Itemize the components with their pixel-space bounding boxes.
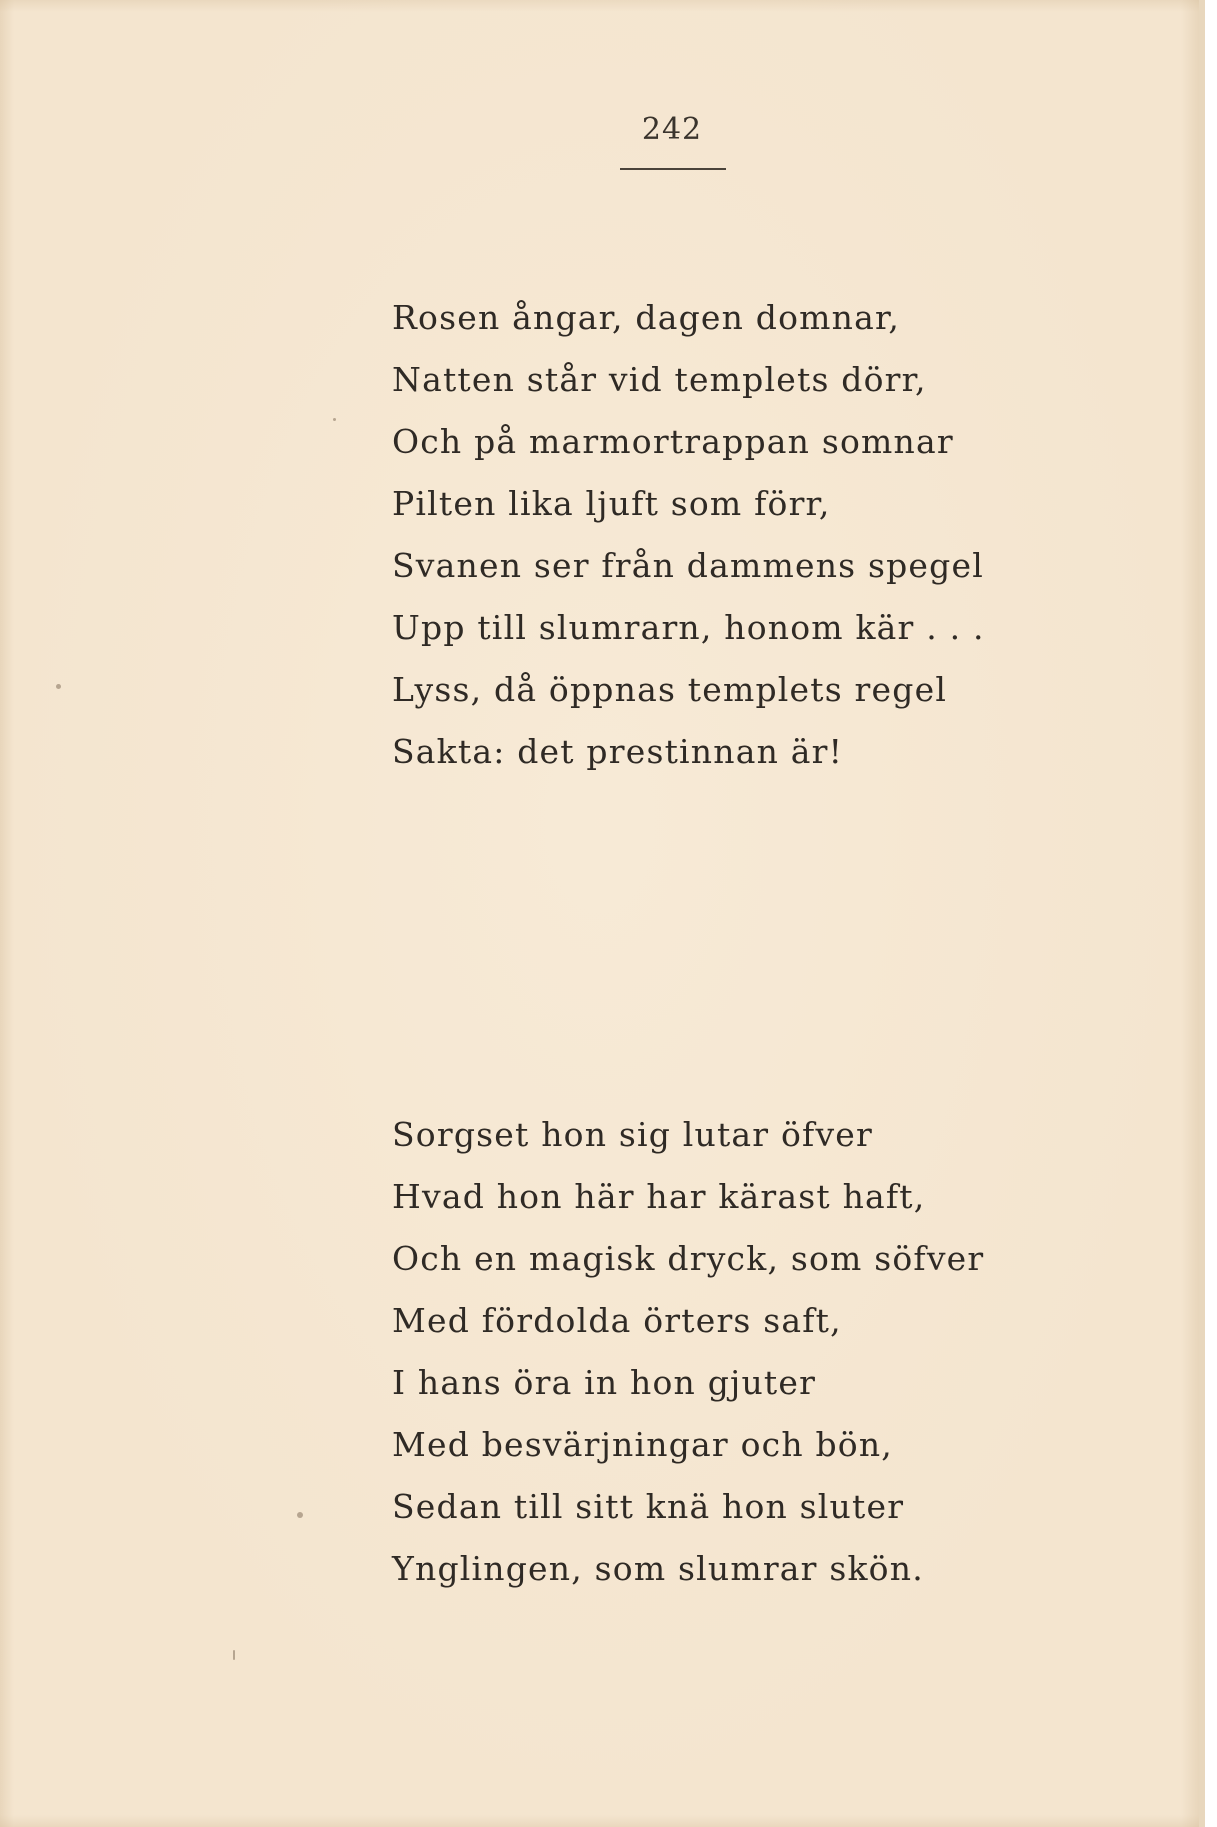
- stanza-1: [392, 287, 1032, 783]
- verse-line: Med fördolda örters saft,: [392, 1301, 842, 1340]
- verse-line: Svanen ser från dammens spegel: [392, 546, 984, 585]
- verse-line: Upp till slumrarn, honom kär . . .: [392, 608, 985, 647]
- paper-speck: [297, 1512, 303, 1518]
- verse-line: Sorgset hon sig lutar öfver: [392, 1115, 873, 1154]
- paper-speck: [233, 1650, 235, 1660]
- verse-line: Med besvärjningar och bön,: [392, 1425, 893, 1464]
- page-number: 242: [641, 112, 703, 147]
- verse-line: Hvad hon här har kärast haft,: [392, 1177, 926, 1216]
- verse-line: Sedan till sitt knä hon sluter: [392, 1487, 905, 1526]
- stanza-2: [392, 1104, 1032, 1600]
- verse-line: Sakta: det prestinnan är!: [392, 732, 844, 771]
- page-number-rule: [620, 168, 726, 170]
- verse-line: Rosen ångar, dagen domnar,: [392, 298, 901, 337]
- verse-line: Lyss, då öppnas templets regel: [392, 670, 948, 709]
- verse-line: Natten står vid templets dörr,: [392, 360, 927, 399]
- verse-line: Och på marmortrappan somnar: [392, 422, 954, 461]
- paper-speck: [333, 418, 336, 421]
- verse-line: Pilten lika ljuft som förr,: [392, 484, 831, 523]
- verse-line: Och en magisk dryck, som söfver: [392, 1239, 985, 1278]
- verse-line: I hans öra in hon gjuter: [392, 1363, 817, 1402]
- verse-line: Ynglingen, som slumrar skön.: [392, 1549, 924, 1588]
- paper-speck: [56, 684, 61, 689]
